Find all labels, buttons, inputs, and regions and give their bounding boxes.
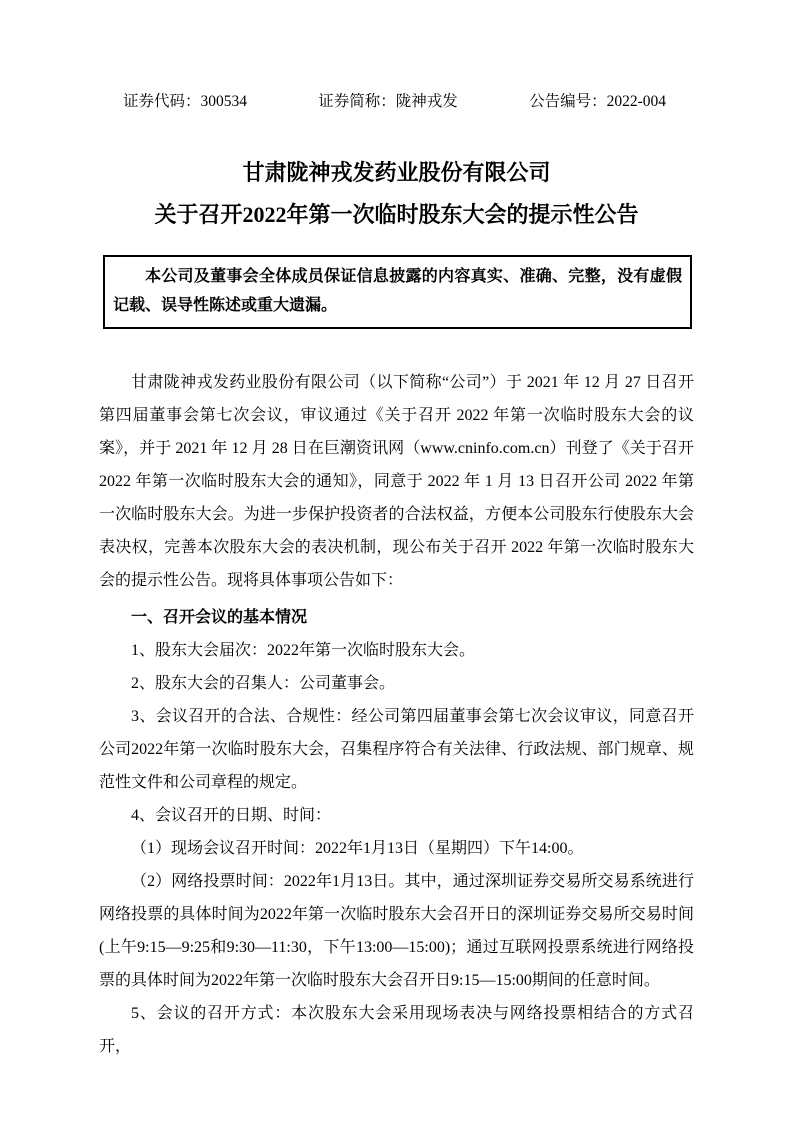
stock-name: 证券简称：陇神戎发 [318,93,458,110]
disclaimer-box [103,255,692,329]
section-1-item-4-sub-2: （2）网络投票时间：2022年1月13日。其中，通过深圳证券交易所交易系统进行网络投票的具体时间为2022年第一次临时股东大会召开日的深圳证券交易所交易时间(上午9:15—9:25和9:30—11:30，下午13:00—15:00)；通过互联网投票系统进行网络投票的具体时间为2022年第一次临时股东大会召开日9:15—15:00期间的任意时间。 [99,873,694,989]
section-1-item-4-sub-1: （1）现场会议召开时间：2022年1月13日（星期四）下午14:00。 [131,840,584,857]
section-1-item-3: 3、会议召开的合法、合规性：经公司第四届董事会第七次会议审议，同意召开公司2022年第一次临时股东大会，召集程序符合有关法律、行政法规、部门规章、规范性文件和公司章程的规定。 [99,708,694,791]
section-1-item-2: 2、股东大会的召集人：公司董事会。 [131,675,396,692]
document-header [99,92,694,112]
company-title: 甘肃陇神戎发药业股份有限公司 [242,160,551,185]
document-body [99,366,694,1063]
stock-code: 证券代码：300534 [123,93,248,110]
section-1-item-1: 1、股东大会届次：2022年第一次临时股东大会。 [131,642,476,659]
announcement-number: 公告编号：2022-004 [529,93,666,110]
intro-paragraph: 甘肃陇神戎发药业股份有限公司（以下简称“公司”）于 2021 年 12 月 27 日召开第四届董事会第七次会议，审议通过《关于召开 2022 年第一次临时股东大会的议案》，并于 2021 年 12 月 28 日在巨潮资讯网（www.cninfo.com.cn）刊登了《关于召开 2022 年第一次临时股东大会的通知》，同意于 2022 年 1 月 13 日召开公司 2022 年第一次临时股东大会。为进一步保护投资者的合法权益，方便本公司股东行使股东大会表决权，完善本次股东大会的表决机制，现公布关于召开 2022 年第一次临时股东大会的提示性公告。现将具体事项公告如下： [99,374,694,589]
section-1-item-5: 5、会议的召开方式：本次股东大会采用现场表决与网络投票相结合的方式召开， [99,1005,694,1055]
section-1-item-4: 4、会议召开的日期、时间： [131,807,332,824]
section-1-heading: 一、召开会议的基本情况 [131,609,308,626]
disclaimer-text: 本公司及董事会全体成员保证信息披露的内容真实、准确、完整，没有虚假记载、误导性陈述或重大遗漏。 [113,268,682,314]
announcement-title: 关于召开2022年第一次临时股东大会的提示性公告 [154,202,639,227]
